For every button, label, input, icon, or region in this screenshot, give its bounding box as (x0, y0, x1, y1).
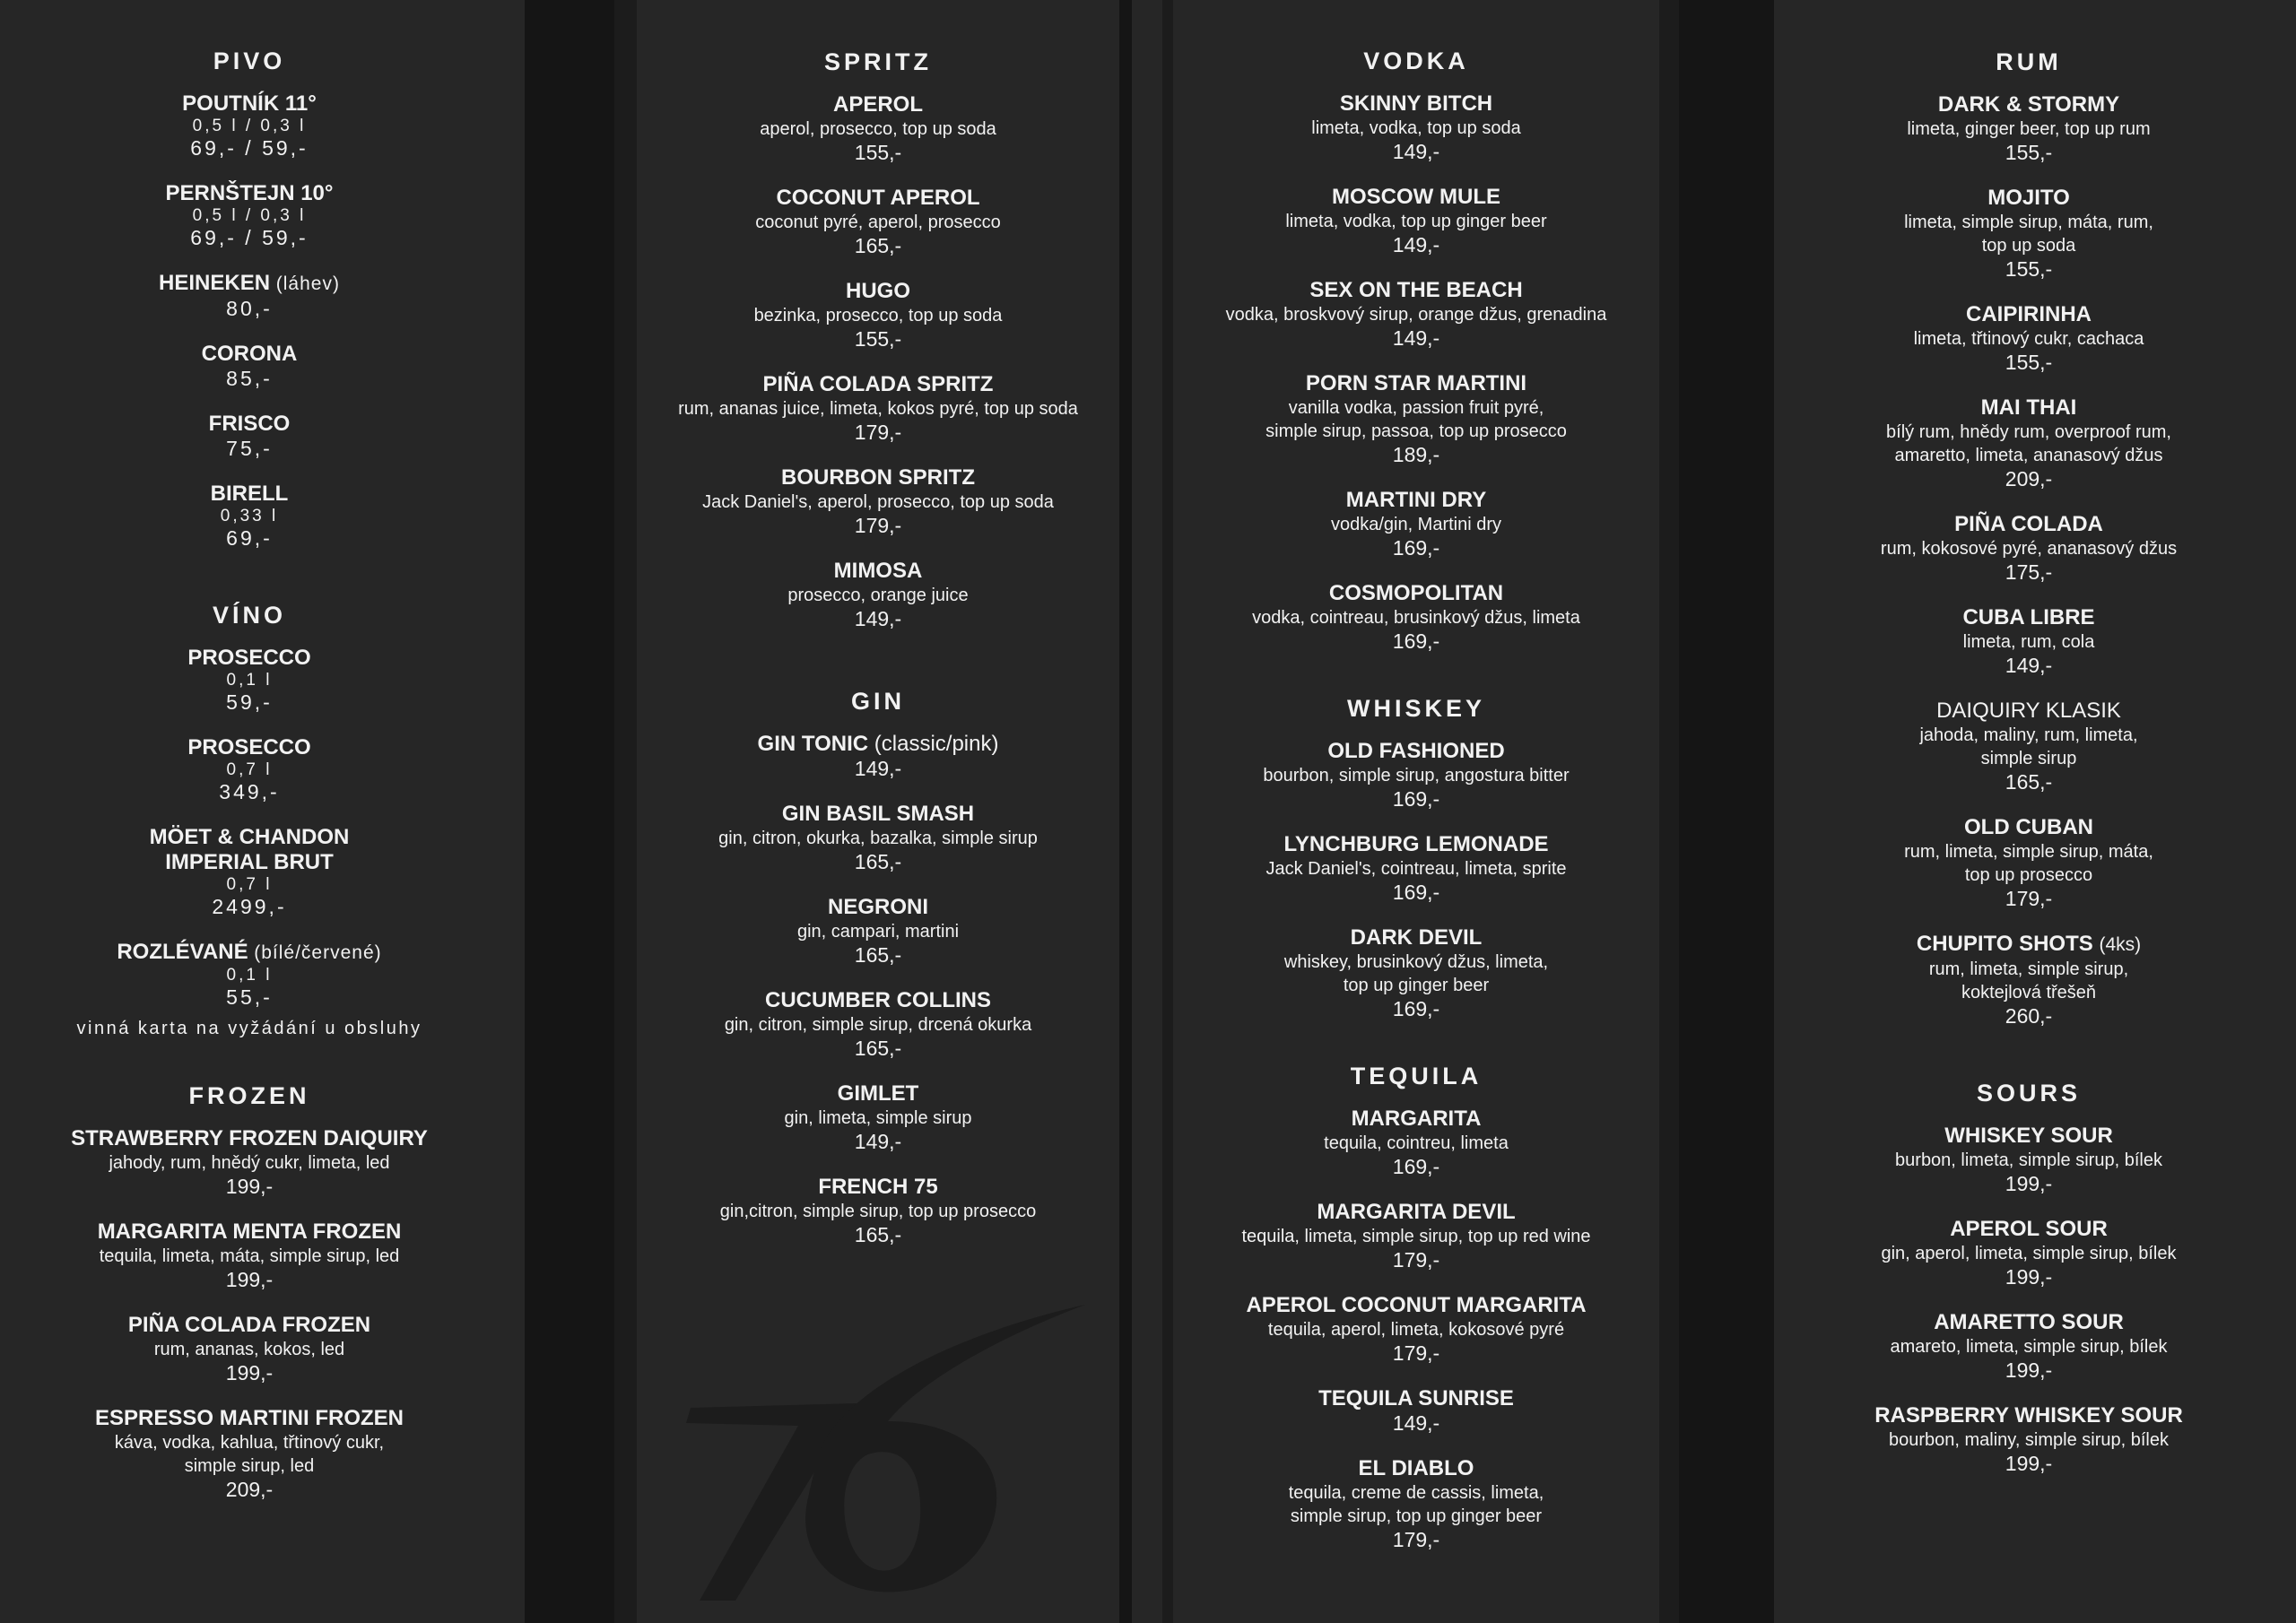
item-name (0, 940, 499, 966)
item-price: 149,- (854, 757, 902, 780)
menu-item (637, 372, 1119, 445)
item-description: gin, citron, okurka, bazalka, simple sirup (718, 829, 1038, 848)
section-sours (1756, 1079, 2296, 1476)
item-name (637, 732, 1119, 757)
section-title: VÍNO (212, 602, 286, 629)
item-price: 155,- (2005, 141, 2053, 164)
menu-column-vodka-whiskey-tequila (1173, 47, 1659, 1573)
item-description: limeta, vodka, top up ginger beer (1285, 212, 1547, 231)
item-price: 59,- (226, 690, 273, 714)
menu-item (1756, 512, 2296, 585)
item-description: aperol, prosecco, top up soda (760, 119, 996, 139)
item-name: DAIQUIRY KLASIK (1936, 699, 2121, 723)
item-description: rum, limeta, simple sirup, máta, (1904, 842, 2153, 862)
item-name-text: ROZLÉVANÉ (117, 940, 248, 964)
item-description: bourbon, simple sirup, angostura bitter (1263, 766, 1570, 785)
item-price: 169,- (1392, 787, 1440, 811)
item-name-text: HEINEKEN (159, 271, 271, 295)
menu-item (637, 465, 1119, 538)
item-description: whiskey, brusinkový džus, limeta, (1283, 952, 1549, 972)
menu-item (1756, 1124, 2296, 1196)
item-price: 149,- (2005, 654, 2053, 677)
item-description: gin, limeta, simple sirup (784, 1108, 972, 1128)
item-price: 179,- (854, 514, 902, 537)
item-description: Jack Daniel's, aperol, prosecco, top up soda (702, 492, 1054, 512)
item-description: gin, citron, simple sirup, drcená okurka (724, 1015, 1032, 1035)
item-description: tequila, limeta, simple sirup, top up red wine (1241, 1227, 1591, 1246)
logo-70-mark-icon (664, 1305, 1103, 1610)
item-description: jahoda, maliny, rum, limeta, (1919, 725, 2138, 745)
item-size: 0,1 l (226, 966, 273, 985)
item-description: bourbon, maliny, simple sirup, bílek (1889, 1430, 2169, 1450)
item-name: PIÑA COLADA SPRITZ (762, 372, 994, 396)
item-name: COSMOPOLITAN (1328, 581, 1504, 605)
item-price: 69,- (226, 526, 273, 550)
item-name (0, 271, 499, 297)
item-price: 199,- (225, 1268, 274, 1291)
menu-item (1756, 395, 2296, 491)
item-name: PIÑA COLADA (1954, 512, 2103, 536)
menu-column-rum-sours (1756, 48, 2296, 1497)
item-name: PERNŠTEJN 10° (165, 181, 334, 205)
item-price: 165,- (854, 943, 902, 967)
item-price: 189,- (1392, 443, 1440, 466)
item-name: MOSCOW MULE (1332, 185, 1500, 209)
section-vino (0, 601, 499, 1040)
item-description-line2: simple sirup, top up ginger beer (1290, 1506, 1543, 1526)
item-note: (classic/pink) (874, 732, 999, 756)
item-description: vodka, cointreau, brusinkový džus, limeta (1252, 608, 1580, 628)
menu-item (1173, 371, 1659, 467)
item-price: 165,- (854, 234, 902, 257)
item-description-line2: koktejlová třešeň (1961, 983, 2097, 1002)
menu-item (0, 342, 499, 391)
item-description: gin, campari, martini (796, 922, 960, 942)
item-name: MARGARITA (1351, 1107, 1482, 1131)
item-name: SKINNY BITCH (1339, 91, 1493, 116)
item-name: OLD CUBAN (1964, 815, 2093, 839)
item-name: FRENCH 75 (818, 1175, 938, 1199)
menu-item (0, 1406, 499, 1502)
section-frozen (0, 1081, 499, 1502)
item-size: 0,5 l / 0,3 l (192, 117, 307, 135)
item-price: 165,- (2005, 770, 2053, 794)
item-description: tequila, creme de cassis, limeta, (1288, 1483, 1544, 1503)
menu-item (1173, 832, 1659, 905)
item-name: WHISKEY SOUR (1944, 1124, 2113, 1148)
item-price: 75,- (226, 437, 273, 460)
menu-item (637, 1081, 1119, 1154)
item-size: 0,7 l (226, 760, 273, 779)
item-description: gin, aperol, limeta, simple sirup, bílek (1881, 1244, 2177, 1263)
section-vodka (1173, 47, 1659, 654)
item-description: limeta, ginger beer, top up rum (1907, 119, 2151, 139)
item-price: 199,- (225, 1361, 274, 1384)
item-name: MARGARITA DEVIL (1317, 1200, 1516, 1224)
menu-item (637, 186, 1119, 258)
item-description: jahody, rum, hnědý cukr, limeta, led (109, 1153, 390, 1173)
item-price: 155,- (854, 141, 902, 164)
item-name: PROSECCO (187, 646, 311, 670)
item-name: NEGRONI (827, 895, 928, 919)
menu-item (1173, 581, 1659, 654)
section-title: WHISKEY (1346, 695, 1485, 722)
item-price: 149,- (1392, 233, 1440, 256)
item-name: EL DIABLO (1358, 1456, 1474, 1480)
divider-stripe (1119, 0, 1132, 1623)
menu-item (637, 92, 1119, 165)
item-name: MÖET & CHANDON (149, 825, 350, 849)
item-price: 179,- (2005, 887, 2053, 910)
item-price: 2499,- (212, 895, 287, 918)
item-name: HUGO (846, 279, 910, 303)
item-description: vanilla vodka, passion fruit pyré, (1288, 398, 1544, 418)
menu-item (1756, 605, 2296, 678)
item-name: ESPRESSO MARTINI FROZEN (94, 1406, 404, 1430)
menu-item (1756, 1217, 2296, 1289)
menu-item (637, 895, 1119, 968)
divider-stripe (614, 0, 637, 1623)
menu-item (637, 802, 1119, 874)
item-name: DARK DEVIL (1350, 925, 1483, 950)
item-description-line2: amaretto, limeta, ananasový džus (1894, 446, 2163, 465)
item-description-line2: top up prosecco (1964, 865, 2093, 885)
item-price: 69,- / 59,- (190, 136, 309, 160)
item-description: rum, ananas juice, limeta, kokos pyré, top up soda (678, 399, 1078, 419)
menu-item (0, 1313, 499, 1385)
menu-item (0, 181, 499, 250)
menu-item (1173, 739, 1659, 812)
section-title: SPRITZ (823, 48, 932, 75)
item-description: bezinka, prosecco, top up soda (753, 306, 1003, 325)
item-name: MARTINI DRY (1345, 488, 1487, 512)
item-price: 199,- (2005, 1172, 2053, 1195)
menu-item (0, 1126, 499, 1199)
menu-item (1756, 302, 2296, 375)
wine-list-note: vinná karta na vyžádání u obsluhy (76, 1019, 422, 1038)
section-title: VODKA (1363, 48, 1469, 74)
item-description: vodka, broskvový sirup, orange džus, grenadina (1225, 305, 1607, 325)
section-spritz (637, 48, 1119, 631)
item-size: 0,1 l (226, 671, 273, 690)
item-price: 85,- (226, 367, 273, 390)
item-description: limeta, vodka, top up soda (1311, 118, 1521, 138)
item-description: rum, kokosové pyré, ananasový džus (1880, 539, 2178, 559)
item-price: 69,- / 59,- (190, 226, 309, 249)
section-gin (637, 687, 1119, 1247)
item-name (1756, 932, 2296, 958)
item-price: 165,- (854, 1223, 902, 1246)
item-name: BIRELL (210, 482, 289, 506)
item-name: PROSECCO (187, 735, 311, 759)
item-description: amareto, limeta, simple sirup, bílek (1890, 1337, 2168, 1357)
menu-item (637, 1175, 1119, 1247)
item-price: 179,- (854, 421, 902, 444)
item-name: APEROL COCONUT MARGARITA (1246, 1293, 1587, 1317)
item-price: 149,- (1392, 140, 1440, 163)
item-name: COCONUT APEROL (776, 186, 980, 210)
item-name: MAI THAI (1980, 395, 2077, 420)
item-name: RASPBERRY WHISKEY SOUR (1874, 1403, 2183, 1428)
menu-item (0, 735, 499, 804)
section-title: TEQUILA (1350, 1063, 1483, 1089)
item-name: CAIPIRINHA (1965, 302, 2092, 326)
item-name: MIMOSA (833, 559, 923, 583)
menu-item (1173, 1456, 1659, 1552)
item-description: bílý rum, hnědy rum, overproof rum, (1886, 422, 2171, 442)
item-price: 169,- (1392, 629, 1440, 653)
menu-item (1173, 488, 1659, 560)
item-name: CUCUMBER COLLINS (765, 988, 991, 1012)
menu-item (0, 412, 499, 461)
item-description: tequila, aperol, limeta, kokosové pyré (1267, 1320, 1565, 1340)
menu-item (0, 271, 499, 321)
item-price: 149,- (1392, 326, 1440, 350)
menu-item (1756, 932, 2296, 1028)
item-price: 155,- (854, 327, 902, 351)
item-description: limeta, rum, cola (1962, 632, 2095, 652)
section-pivo (0, 47, 499, 551)
item-price: 149,- (1392, 1411, 1440, 1435)
item-price: 165,- (854, 850, 902, 873)
item-price: 149,- (854, 1130, 902, 1153)
item-name-line2: IMPERIAL BRUT (165, 850, 334, 874)
section-title: GIN (850, 688, 905, 715)
item-note: (4ks) (2099, 934, 2142, 955)
divider-stripe (1162, 0, 1173, 1623)
item-price: 169,- (1392, 997, 1440, 1020)
item-name: PORN STAR MARTINI (1305, 371, 1527, 395)
menu-item (1173, 185, 1659, 257)
section-title: PIVO (213, 48, 286, 74)
item-price: 199,- (2005, 1265, 2053, 1289)
item-description-line2: simple sirup, led (184, 1456, 315, 1476)
section-title: FROZEN (188, 1082, 310, 1109)
item-description: rum, limeta, simple sirup, (1928, 959, 2129, 979)
item-name: PIÑA COLADA FROZEN (127, 1313, 371, 1337)
item-description-line2: top up soda (1981, 236, 2076, 256)
item-price: 55,- (226, 985, 273, 1009)
item-description: tequila, cointreu, limeta (1324, 1133, 1509, 1153)
item-price: 349,- (219, 780, 280, 803)
item-name: BOURBON SPRITZ (781, 465, 975, 490)
item-price: 209,- (2005, 467, 2053, 490)
item-description: limeta, simple sirup, máta, rum, (1904, 213, 2153, 232)
item-price: 199,- (225, 1175, 274, 1198)
item-price: 169,- (1392, 536, 1440, 560)
item-name: TEQUILA SUNRISE (1318, 1386, 1514, 1410)
item-name: FRISCO (208, 412, 291, 436)
item-name: POUTNÍK 11° (182, 91, 317, 116)
divider-stripe (1659, 0, 1679, 1623)
item-price: 199,- (2005, 1452, 2053, 1475)
item-name: GIMLET (837, 1081, 919, 1106)
menu-item (1756, 699, 2296, 794)
menu-item (0, 482, 499, 551)
menu-column-beer-wine-frozen (0, 47, 499, 1523)
item-description: vodka/gin, Martini dry (1330, 515, 1502, 534)
item-price: 179,- (1392, 1341, 1440, 1365)
item-size: 0,33 l (220, 507, 279, 525)
menu-item (1756, 1310, 2296, 1383)
item-size: 0,7 l (226, 875, 273, 894)
item-name: APEROL SOUR (1950, 1217, 2108, 1241)
menu-item (1173, 278, 1659, 351)
item-price: 169,- (1392, 1155, 1440, 1178)
menu-item (0, 91, 499, 161)
item-price: 165,- (854, 1037, 902, 1060)
menu-item (1173, 1386, 1659, 1436)
item-description: coconut pyré, aperol, prosecco (755, 213, 1001, 232)
menu-item (0, 825, 499, 919)
menu-item (1173, 1200, 1659, 1272)
item-description-line2: simple sirup, passoa, top up prosecco (1265, 421, 1567, 441)
menu-item (1756, 92, 2296, 165)
item-price: 155,- (2005, 257, 2053, 281)
item-description-line2: simple sirup (1980, 749, 2077, 768)
menu-item (637, 559, 1119, 631)
menu-item (0, 940, 499, 1010)
item-name: GIN BASIL SMASH (781, 802, 975, 826)
item-price: 175,- (2005, 560, 2053, 584)
menu-item (1173, 925, 1659, 1021)
item-name: CORONA (201, 342, 298, 366)
item-name: CUBA LIBRE (1962, 605, 2095, 629)
item-price: 80,- (226, 297, 273, 320)
menu-item (637, 732, 1119, 781)
item-name: DARK & STORMY (1937, 92, 2120, 117)
item-description: Jack Daniel's, cointreau, limeta, sprite (1265, 859, 1567, 879)
item-price: 155,- (2005, 351, 2053, 374)
section-whiskey (1173, 694, 1659, 1021)
menu-item (0, 1219, 499, 1292)
item-note: (láhev) (275, 273, 340, 294)
item-name-text: GIN TONIC (757, 732, 869, 756)
item-name: STRAWBERRY FROZEN DAIQUIRY (71, 1126, 428, 1150)
item-description: rum, ananas, kokos, led (153, 1340, 345, 1359)
item-note: (bílé/červené) (254, 942, 382, 963)
item-price: 149,- (854, 607, 902, 630)
item-description-line2: top up ginger beer (1343, 976, 1490, 995)
item-description: prosecco, orange juice (787, 586, 969, 605)
item-price: 179,- (1392, 1528, 1440, 1551)
item-name: MARGARITA MENTA FROZEN (97, 1219, 402, 1244)
menu-item (1173, 1107, 1659, 1179)
menu-column-spritz-gin (637, 48, 1119, 1268)
section-rum (1756, 48, 2296, 1028)
item-price: 199,- (2005, 1358, 2053, 1382)
item-description: tequila, limeta, máta, simple sirup, led (99, 1246, 400, 1266)
menu-item (1173, 1293, 1659, 1366)
menu-item (1173, 91, 1659, 164)
menu-item (637, 988, 1119, 1061)
item-description: burbon, limeta, simple sirup, bílek (1895, 1150, 2162, 1170)
item-name-text: CHUPITO SHOTS (1916, 932, 2093, 956)
item-name: OLD FASHIONED (1327, 739, 1505, 763)
item-price: 179,- (1392, 1248, 1440, 1271)
item-price: 260,- (2005, 1004, 2053, 1028)
menu-item (1756, 1403, 2296, 1476)
menu-item (0, 646, 499, 715)
section-title: SOURS (1976, 1080, 2082, 1107)
item-name: SEX ON THE BEACH (1309, 278, 1523, 302)
item-name: LYNCHBURG LEMONADE (1283, 832, 1549, 856)
section-title: RUM (1996, 48, 2062, 75)
divider-stripe (525, 0, 614, 1623)
item-price: 209,- (225, 1478, 274, 1501)
item-description: limeta, třtinový cukr, cachaca (1913, 329, 2144, 349)
item-size: 0,5 l / 0,3 l (192, 206, 307, 225)
item-name: APEROL (832, 92, 923, 117)
item-name: AMARETTO SOUR (1934, 1310, 2124, 1334)
menu-item (1756, 186, 2296, 282)
section-tequila (1173, 1062, 1659, 1552)
item-description: gin,citron, simple sirup, top up prosecco (719, 1202, 1037, 1221)
menu-item (637, 279, 1119, 352)
menu-item (1756, 815, 2296, 911)
item-name: MOJITO (1987, 186, 2070, 210)
item-description: káva, vodka, kahlua, třtinový cukr, (114, 1433, 385, 1453)
item-price: 169,- (1392, 881, 1440, 904)
